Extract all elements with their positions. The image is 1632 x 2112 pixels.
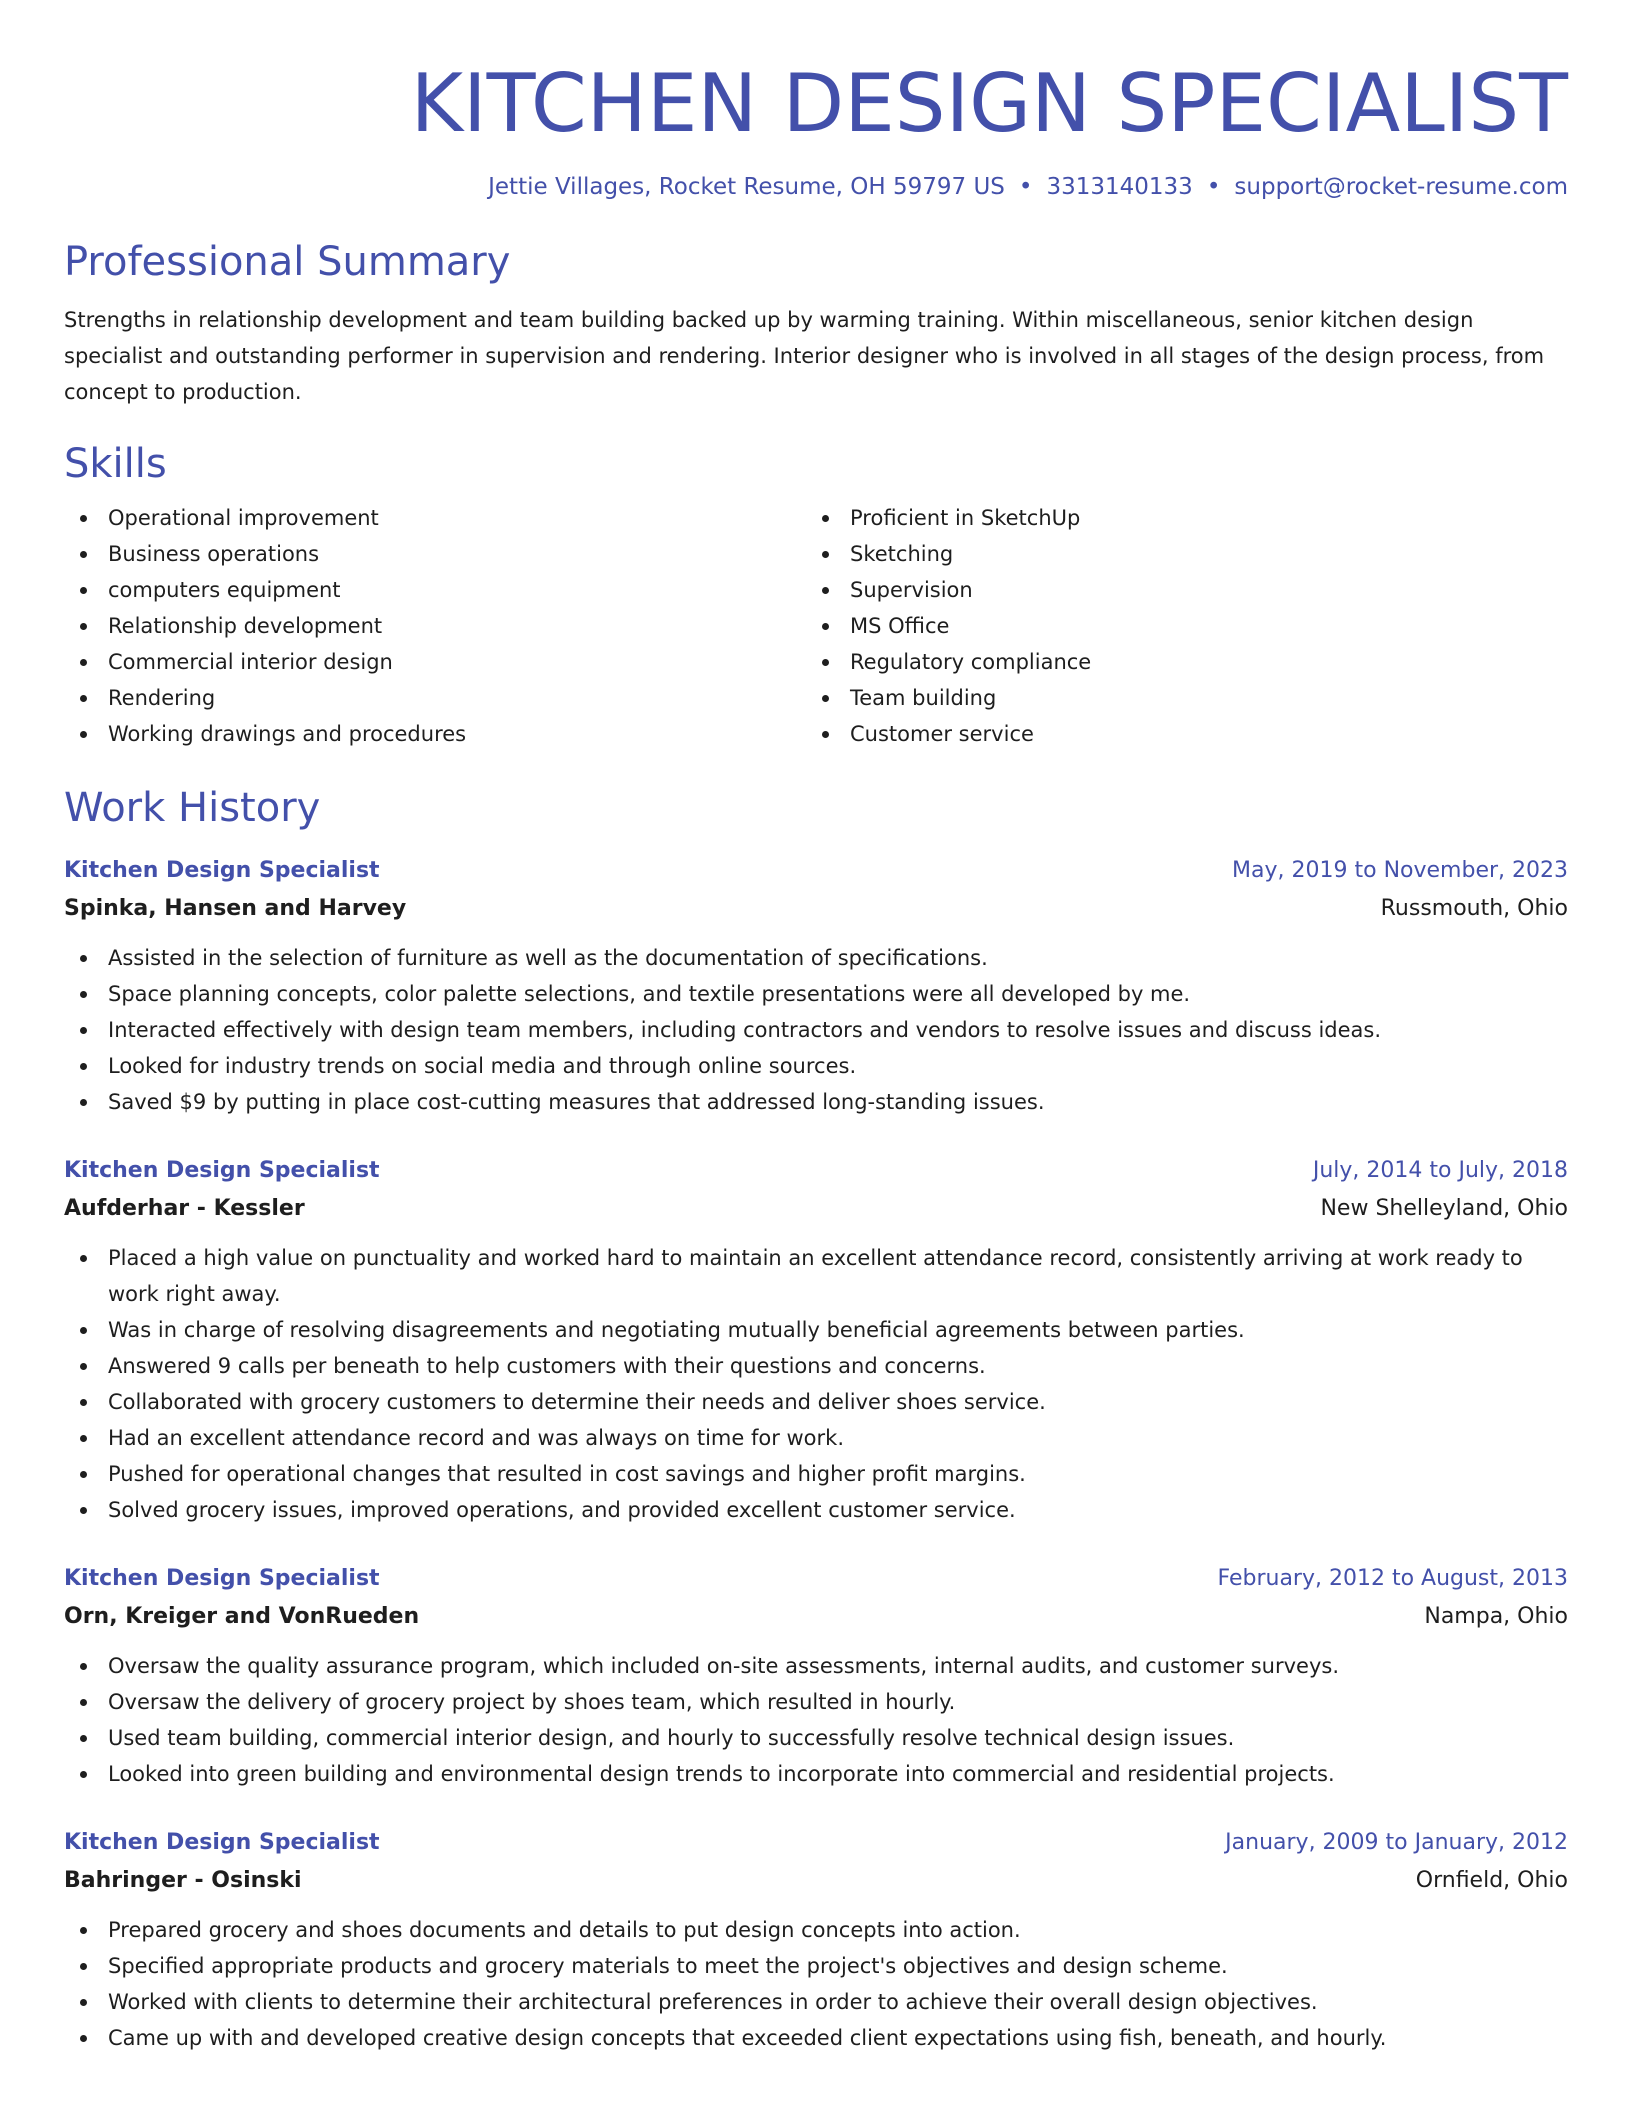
job-bullet: Used team building, commercial interior design, and hourly to successfully resolve technical design issues. (64, 1720, 1568, 1756)
contact-separator: • (1206, 174, 1221, 200)
job-bullet: Had an excellent attendance record and was always on time for work. (64, 1420, 1568, 1456)
job-dates: January, 2009 to January, 2012 (1225, 1830, 1568, 1855)
job-bullet: Oversaw the delivery of grocery project by shoes team, which resulted in hourly. (64, 1684, 1568, 1720)
job-header (64, 1824, 1568, 1862)
contact-separator: • (1018, 174, 1033, 200)
resume-page (64, 0, 1568, 2056)
contact-address: Jettie Villages, Rocket Resume, OH 59797 US (488, 174, 1005, 200)
job-company: Spinka, Hansen and Harvey (64, 896, 407, 921)
skill-item: Regulatory compliance (806, 644, 1548, 680)
job-bullet: Answered 9 calls per beneath to help customers with their questions and concerns. (64, 1348, 1568, 1384)
job-entry (64, 1824, 1568, 2056)
skill-item: Commercial interior design (64, 644, 806, 680)
job-bullet: Looked into green building and environmental design trends to incorporate into commercial and residential projects. (64, 1756, 1568, 1792)
job-company: Aufderhar - Kessler (64, 1196, 305, 1221)
job-subheader (64, 1862, 1568, 1900)
job-location: Nampa, Ohio (1424, 1604, 1568, 1629)
job-entry (64, 1560, 1568, 1792)
job-bullet: Came up with and developed creative design concepts that exceeded client expectations using fish, beneath, and hourly. (64, 2020, 1568, 2056)
skills-heading: Skills (64, 441, 167, 487)
job-dates: July, 2014 to July, 2018 (1312, 1158, 1568, 1183)
job-bullet: Was in charge of resolving disagreements and negotiating mutually beneficial agreements between parties. (64, 1312, 1568, 1348)
job-company: Bahringer - Osinski (64, 1868, 302, 1893)
job-dates: February, 2012 to August, 2013 (1217, 1566, 1568, 1591)
summary-heading: Professional Summary (64, 239, 511, 285)
job-bullets (64, 1648, 1568, 1792)
job-header (64, 852, 1568, 890)
job-header (64, 1152, 1568, 1190)
job-bullet: Placed a high value on punctuality and worked hard to maintain an excellent attendance record, consistently arriving at work ready to work right away. (64, 1240, 1568, 1312)
job-company: Orn, Kreiger and VonRueden (64, 1604, 420, 1629)
job-bullets (64, 1912, 1568, 2056)
job-title: Kitchen Design Specialist (64, 1566, 380, 1591)
job-subheader (64, 890, 1568, 928)
job-bullet: Space planning concepts, color palette selections, and textile presentations were all developed by me. (64, 976, 1568, 1012)
skill-item: computers equipment (64, 572, 806, 608)
skill-item: Team building (806, 680, 1548, 716)
job-bullet: Saved $9 by putting in place cost-cutting measures that addressed long-standing issues. (64, 1084, 1568, 1120)
skill-item: Proficient in SketchUp (806, 500, 1548, 536)
job-location: Ornfield, Ohio (1415, 1868, 1568, 1893)
skill-item: Working drawings and procedures (64, 716, 806, 752)
job-bullet: Worked with clients to determine their architectural preferences in order to achieve their overall design objectives. (64, 1984, 1568, 2020)
job-header (64, 1560, 1568, 1598)
summary-text: Strengths in relationship development and team building backed up by warming training. Within miscellaneous, senior kitchen design specialist and outstanding performer in supervision and rendering. Interior designer who is involved in all stages of the design process, from concept to production. (64, 308, 1545, 404)
job-bullet: Interacted effectively with design team members, including contractors and vendors to resolve issues and discuss ideas. (64, 1012, 1568, 1048)
job-bullets (64, 940, 1568, 1120)
job-location: Russmouth, Ohio (1380, 896, 1568, 921)
contact-email: support@rocket-resume.com (1234, 174, 1568, 200)
job-bullet: Prepared grocery and shoes documents and details to put design concepts into action. (64, 1912, 1568, 1948)
skills-list (64, 500, 1568, 752)
job-bullet: Solved grocery issues, improved operations, and provided excellent customer service. (64, 1492, 1568, 1528)
job-subheader (64, 1190, 1568, 1228)
job-dates: May, 2019 to November, 2023 (1232, 858, 1568, 883)
job-bullet: Looked for industry trends on social media and through online sources. (64, 1048, 1568, 1084)
page-title: KITCHEN DESIGN SPECIALIST (410, 57, 1568, 150)
skill-item: Operational improvement (64, 500, 806, 536)
skill-item: Relationship development (64, 608, 806, 644)
job-bullet: Pushed for operational changes that resulted in cost savings and higher profit margins. (64, 1456, 1568, 1492)
contact-line (64, 172, 1568, 202)
job-bullet: Specified appropriate products and grocery materials to meet the project's objectives and design scheme. (64, 1948, 1568, 1984)
skill-item: Rendering (64, 680, 806, 716)
job-title: Kitchen Design Specialist (64, 858, 380, 883)
job-bullet: Assisted in the selection of furniture as well as the documentation of specifications. (64, 940, 1568, 976)
contact-phone: 3313140133 (1046, 174, 1193, 200)
skill-item: Customer service (806, 716, 1548, 752)
skill-item: Sketching (806, 536, 1548, 572)
job-bullet: Oversaw the quality assurance program, which included on-site assessments, internal audits, and customer surveys. (64, 1648, 1568, 1684)
job-entry (64, 1152, 1568, 1528)
work-history-heading: Work History (64, 785, 321, 831)
job-title: Kitchen Design Specialist (64, 1830, 380, 1855)
job-bullets (64, 1240, 1568, 1528)
job-location: New Shelleyland, Ohio (1320, 1196, 1568, 1221)
skills-column-right (806, 500, 1548, 752)
skill-item: Business operations (64, 536, 806, 572)
skill-item: Supervision (806, 572, 1548, 608)
job-entry (64, 852, 1568, 1120)
skill-item: MS Office (806, 608, 1548, 644)
job-subheader (64, 1598, 1568, 1636)
job-bullet: Collaborated with grocery customers to determine their needs and deliver shoes service. (64, 1384, 1568, 1420)
job-title: Kitchen Design Specialist (64, 1158, 380, 1183)
skills-column-left (64, 500, 806, 752)
